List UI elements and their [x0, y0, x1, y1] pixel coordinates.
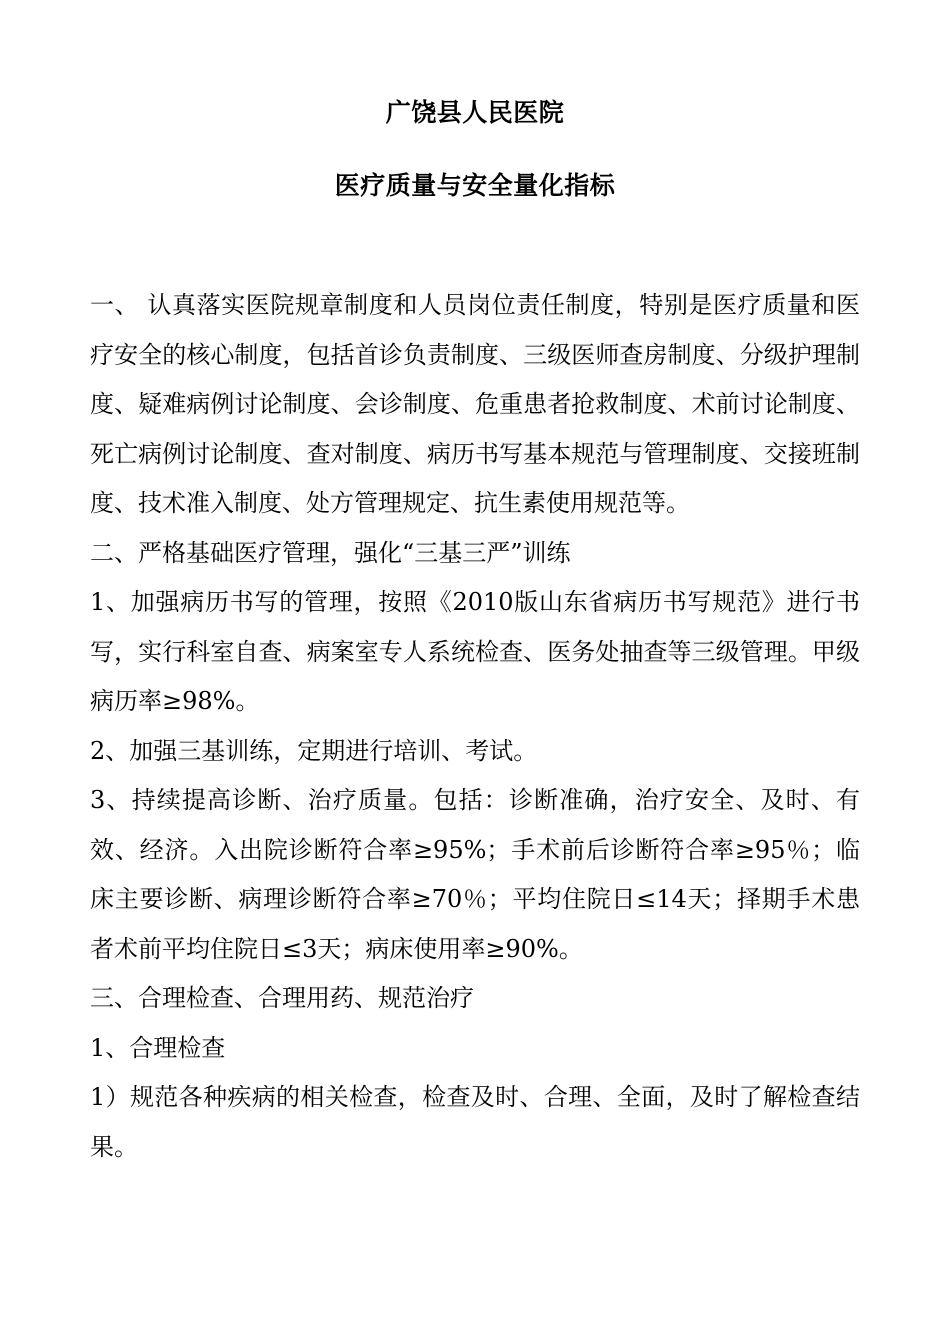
paragraph-section-2-heading: 二、严格基础医疗管理，强化“三基三严”训练 [90, 538, 571, 567]
paragraph-item-2-1: 1、加强病历书写的管理，按照《2010版山东省病历书写规范》进行书写，实行科室自查、病案室专人系统检查、医务处抽查等三级管理。甲级病历率≥98%。 [90, 588, 860, 715]
paragraph-item-3-1: 1、合理检查 [90, 1033, 226, 1062]
paragraph-section-3-heading: 三、合理检查、合理用药、规范治疗 [90, 984, 474, 1012]
paragraph-section-1: 一、 认真落实医院规章制度和人员岗位责任制度，特别是医疗质量和医疗安全的核心制度，包括首诊负责制度、三级医师查房制度、分级护理制度、疑难病例讨论制度、会诊制度、危重患者抢救制度、术前讨论制度、死亡病例讨论制度、查对制度、病历书写基本规范与管理制度、交接班制度、技术准入制度、处方管理规定、抗生素使用规范等。 [90, 291, 860, 517]
document-subtitle: 医疗质量与安全量化指标 [334, 171, 616, 200]
paragraph-item-3-1-1: 1）规范各种疾病的相关检查，检查及时、合理、全面，及时了解检查结果。 [90, 1083, 860, 1161]
paragraph-item-2-2: 2、加强三基训练，定期进行培训、考试。 [90, 736, 538, 765]
document-body [90, 281, 860, 1172]
document-title: 广饶县人民医院 [385, 98, 565, 127]
paragraph-item-2-3: 3、持续提高诊断、治疗质量。包括：诊断准确，治疗安全、及时、有效、经济。入出院诊断符合率≥95%；手术前后诊断符合率≥95％；临床主要诊断、病理诊断符合率≥70％；平均住院日≤14天；择期手术患者术前平均住院日≤3天；病床使用率≥90%。 [90, 786, 860, 963]
